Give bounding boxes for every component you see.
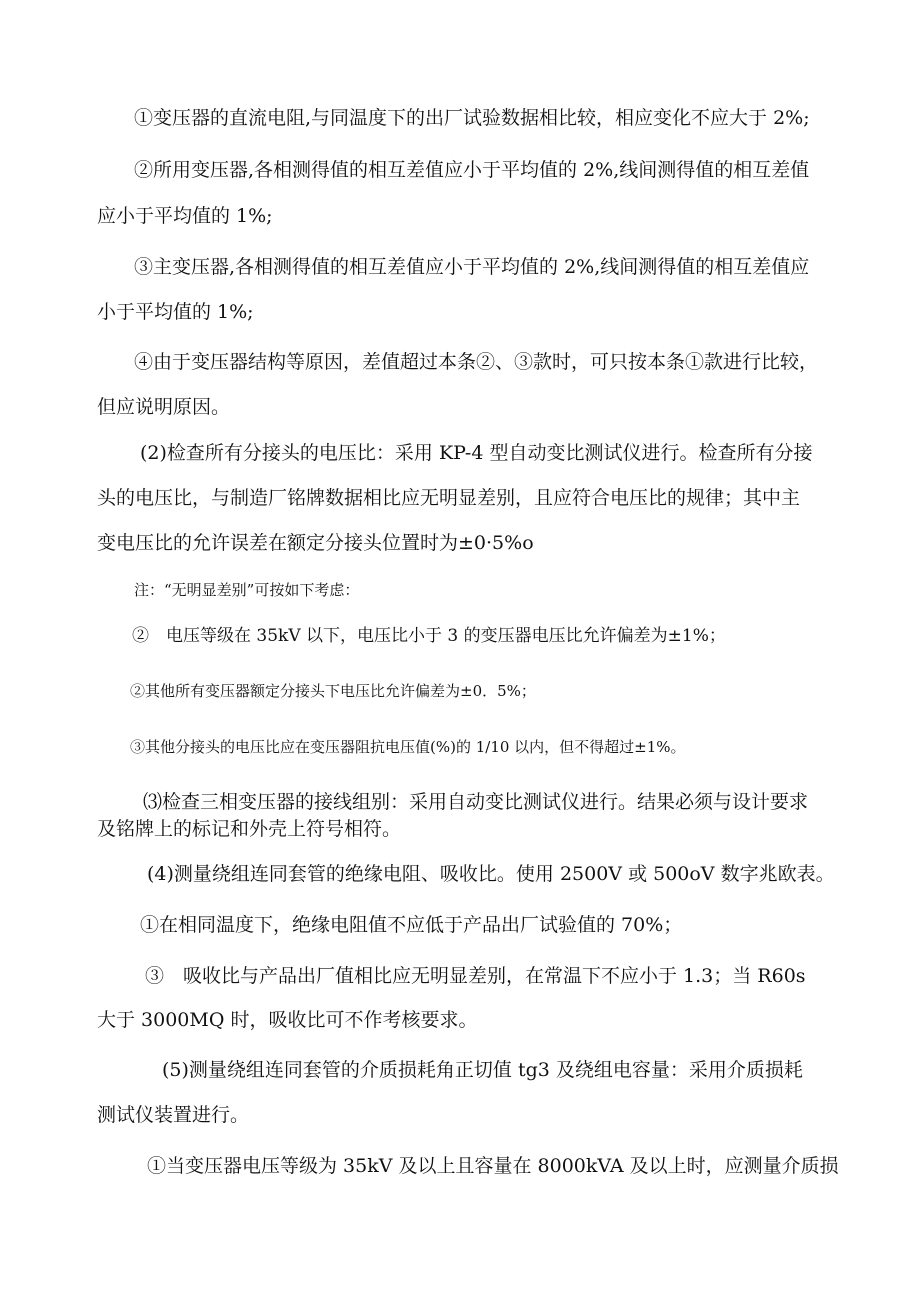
text-line: ③主变压器,各相测得值的相互差值应小于平均值的 2%,线间测得值的相互差值应 [134, 256, 810, 278]
text-line: (5)测量绕组连同套管的介质损耗角正切值 tg3 及绕组电容量：采用介质损耗 [162, 1059, 803, 1081]
text-line: ④由于变压器结构等原因，差值超过本条②、③款时，可只按本条①款进行比较， [134, 351, 819, 373]
note-line: ③其他分接头的电压比应在变压器阻抗电压值(%)的 1/10 以内，但不得超过±1%。 [130, 738, 686, 756]
text-line: 及铭牌上的标记和外壳上符号相符。 [97, 818, 402, 840]
text-line: ⑶检查三相变压器的接线组别：采用自动变比测试仪进行。结果必须与设计要求 [143, 791, 809, 813]
note-line: 注：“无明显差别”可按如下考虑： [134, 581, 360, 599]
text-line: 变电压比的允许误差在额定分接头位置时为±0·5%o [97, 532, 534, 554]
text-line: ③ 吸收比与产品出厂值相比应无明显差别，在常温下不应小于 1.3；当 R60s [145, 965, 806, 987]
text-line: (2)检查所有分接头的电压比：采用 KP-4 型自动变比测试仪进行。检查所有分接 [140, 442, 813, 464]
text-line: (4)测量绕组连同套管的绝缘电阻、吸收比。使用 2500V 或 500oV 数字兆欧表。 [147, 863, 835, 885]
note-line: ②其他所有变压器额定分接头下电压比允许偏差为±0．5%； [130, 682, 536, 700]
text-line: 大于 3000MQ 时，吸收比可不作考核要求。 [97, 1009, 478, 1031]
text-line: 头的电压比，与制造厂铭牌数据相比应无明显差别，且应符合电压比的规律；其中主 [97, 487, 801, 509]
text-line: ② 电压等级在 35kV 以下，电压比小于 3 的变压器电压比允许偏差为±1%； [132, 626, 726, 646]
text-line: 应小于平均值的 1%; [97, 205, 273, 227]
text-line: 小于平均值的 1%; [97, 301, 254, 323]
text-line: ①在相同温度下，绝缘电阻值不应低于产品出厂试验值的 70%； [140, 914, 683, 936]
text-line: ①当变压器电压等级为 35kV 及以上且容量在 8000kVA 及以上时，应测量介质损 [147, 1155, 839, 1177]
text-line: 测试仪装置进行。 [97, 1104, 250, 1126]
text-line: 但应说明原因。 [97, 396, 231, 418]
text-line: ②所用变压器,各相测得值的相互差值应小于平均值的 2%,线间测得值的相互差值 [134, 159, 810, 181]
text-line: ①变压器的直流电阻,与同温度下的出厂试验数据相比较，相应变化不应大于 2%; [134, 107, 810, 129]
